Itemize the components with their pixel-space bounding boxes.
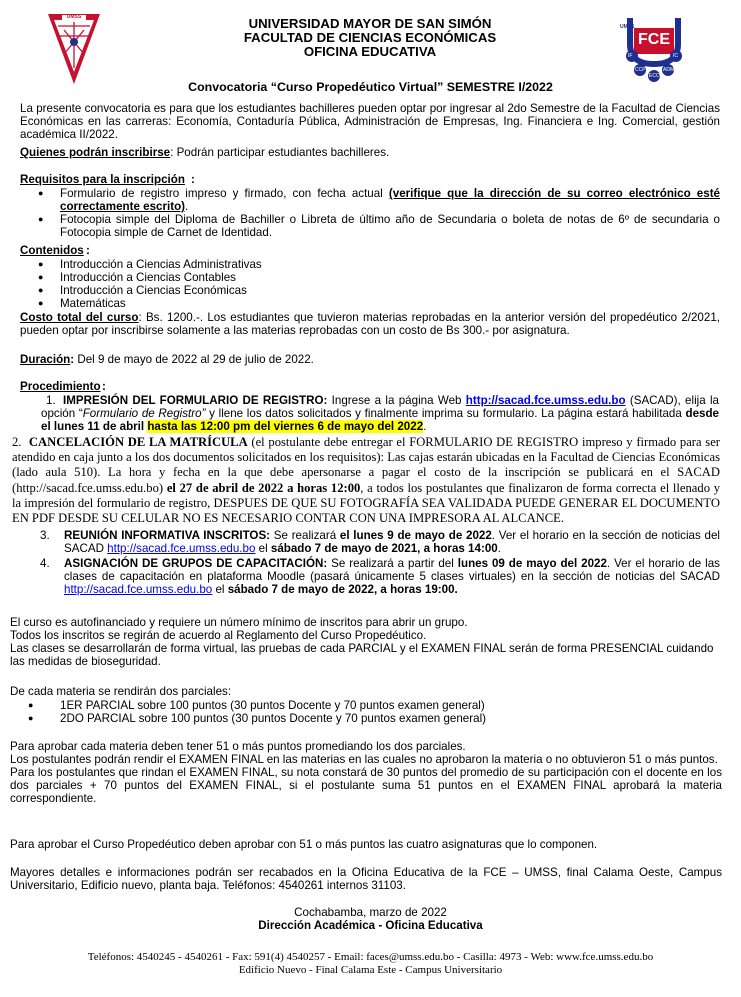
step-4-schedule: sábado 7 de mayo de 2022, a horas 19:00. xyxy=(227,583,458,596)
footer-contact: Teléfonos: 4540245 - 4540261 - Fax: 591(4) 4540257 - Email: faces@umss.edu.bo - Casilla: 4973 - Web: www.fce.umss.edu.bo xyxy=(87,951,654,963)
general-line-2: Todos los inscritos se regirán de acuerdo al Reglamento del Curso Propedéutico. xyxy=(10,629,427,642)
step-4-title: ASIGNACIÓN DE GRUPOS DE CAPACITACIÓN: xyxy=(64,557,328,570)
general-line-1: El curso es autofinanciado y requiere un número mínimo de inscritos para abrir un grupo. xyxy=(10,616,468,629)
aprobar-curso: Para aprobar el Curso Propedéutico deben aprobar con 51 o más puntos las cuatro asignaturas que lo componen. xyxy=(10,838,598,851)
general-info xyxy=(10,616,722,668)
step-1-end: . xyxy=(423,420,427,433)
list-item: ● Fotocopia simple del Diploma de Bachiller o Libreta de último año de Secundaria o boleta de notas de 6º de secundaria o Fotocopia simple de Carnet de Identidad. xyxy=(20,213,720,239)
duracion-text: Del 9 de mayo de 2022 al 29 de julio de 2022. xyxy=(74,353,314,366)
aprobar-line-2: Los postulantes podrán rendir el EXAMEN FINAL en las materias en las cuales no aprobaron la materia o no obtuvieron 51 o más puntos. xyxy=(10,753,718,766)
quienes-section xyxy=(20,146,720,159)
sacad-link[interactable]: http://sacad.fce.umss.edu.bo xyxy=(465,394,626,407)
university-name: UNIVERSIDAD MAYOR DE SAN SIMÓN xyxy=(248,16,492,31)
step-4-text-c: el xyxy=(212,583,228,596)
umss-shield-icon xyxy=(46,12,102,86)
aprobar-line-3: Para los postulantes que rindan el EXAMEN FINAL, su nota constará de 30 puntos del promedio de su participación con el docente en los dos parciales + 70 puntos del EXAMEN FINAL, si el postulante suma 51 puntos en el EXAMEN FINAL aprobará la materia correspondiente. xyxy=(10,766,722,805)
step-3-schedule: sábado 7 de mayo de 2021, a horas 14:00 xyxy=(270,542,498,555)
list-item: ● Introducción a Ciencias Económicas xyxy=(20,284,720,297)
quienes-text: : Podrán participar estudiantes bachilleres. xyxy=(170,146,390,159)
step-3-title: REUNIÓN INFORMATIVA INSCRITOS: xyxy=(64,529,271,542)
fce-logo-ic: IC xyxy=(673,53,678,59)
step-1-text-a: Ingrese a la página Web xyxy=(327,394,466,407)
duracion-label: Duración xyxy=(20,353,71,366)
quienes-label: Quienes podrán inscribirse xyxy=(20,146,171,159)
fce-logo-text: FCE xyxy=(638,31,670,48)
step-2-text-a: (el postulante debe entregar el FORMULARIO DE REGISTRO impreso y firmado para ser atendido en caja junto a los dos documentos solicitados en los requisitos): Las cajas estarán ubicadas en la Facultad de Ciencias Económicas (lado aula 510). La hora y fecha en la que debe apersonarse a pagar el costo de la inscripción se publicará en el SACAD (http://sacad.fce.umss.edu.bo) xyxy=(12,435,720,495)
step-3-end: . xyxy=(497,542,501,555)
office-name: OFICINA EDUCATIVA xyxy=(303,44,437,59)
footer-address: Edificio Nuevo - Final Calama Este - Campus Universitario xyxy=(238,964,503,976)
step-4 xyxy=(64,557,720,596)
step-2-text-b: , a todos los postulantes que finalizaron de forma correcta el llenado y la impresión del formulario de registro, DESPUES DE QUE SU FOTOGRAFÍA SEA VALIDADA PUEDE GENERAR EL DOCUMENTO EN PDF DESDE SU CELULAR NO ES NECESARIO CONTAR CON UNA IMPRESORA AL ALCANCE. xyxy=(12,480,721,526)
fce-logo-ccp: CCP xyxy=(635,67,646,73)
document-title: Convocatoria “Curso Propedéutico Virtual” SEMESTRE I/2022 xyxy=(188,80,553,94)
requisitos-list xyxy=(20,187,720,239)
parciales-list xyxy=(10,699,722,725)
requisito-1-bold: (verifique que la dirección de su correo electrónico esté correctamente escrito) xyxy=(60,187,720,213)
fce-logo-umss: UMSS xyxy=(620,24,635,30)
step-2-number: 2. xyxy=(12,435,22,449)
step-1-number: 1. xyxy=(46,394,56,407)
step-3-text-c: el xyxy=(255,542,271,555)
parciales-intro: De cada materia se rendirán dos parciales: xyxy=(10,685,232,698)
step-4-number: 4. xyxy=(40,557,50,570)
fce-logo-eco: ECO xyxy=(649,73,660,79)
step-3-number: 3. xyxy=(40,529,50,542)
sacad-link[interactable]: http://sacad.fce.umss.edu.bo xyxy=(107,542,256,555)
step-1-text-b: (SACAD), elija la opción “ xyxy=(41,394,719,420)
step-3 xyxy=(64,529,720,555)
contenidos-list xyxy=(20,258,720,310)
costo-section xyxy=(20,311,720,337)
contenidos-colon: : xyxy=(86,244,90,257)
step-2-date: el 27 de abril de 2022 a horas 12:00 xyxy=(166,480,361,495)
step-4-text-a: Se realizará a partir del xyxy=(327,557,458,570)
umss-logo-text: UMSS xyxy=(66,14,82,20)
footer xyxy=(0,951,741,977)
list-item: ● Introducción a Ciencias Administrativas xyxy=(20,258,720,271)
umss-logo xyxy=(46,12,102,86)
requisito-1-end: . xyxy=(185,200,189,213)
list-item: ● Introducción a Ciencias Contables xyxy=(20,271,720,284)
procedimiento-colon: : xyxy=(102,380,106,393)
detalles: Mayores detalles e informaciones podrán ser recabados en la Oficina Educativa de la FCE – UMSS, final Calama Oeste, Campus Universitario, Edificio nuevo, planta baja. Teléfonos: 4540261 internos 31103. xyxy=(10,866,722,892)
step-1-text-c: y llene los datos solicitados y finalmente imprima su formulario. La página estará habilitada xyxy=(205,407,686,420)
step-4-text-b: . Ver el horario de las clases de capacitación en plataforma Moodle (pasará únicamente 5 clases virtuales) en la sección de noticias del SACAD xyxy=(64,557,720,583)
list-item: ● Matemáticas xyxy=(20,297,720,310)
sacad-link[interactable]: http://sacad.fce.umss.edu.bo xyxy=(64,583,213,596)
general-line-3: Las clases se desarrollarán de forma virtual, las pruebas de cada PARCIAL y el EXAMEN FINAL serán de forma PRESENCIAL cuidando las medidas de bioseguridad. xyxy=(10,642,714,668)
step-1 xyxy=(41,394,719,433)
firma-fecha: Cochabamba, marzo de 2022 xyxy=(294,906,447,919)
costo-text: : Bs. 1200.-. Los estudiantes que tuvieron materias reprobadas en la anterior versión del propedéutico 2/2021, pueden optar por inscribirse solamente a las materias reprobadas con un costo de Bs 300.- por asignatura. xyxy=(20,311,720,337)
step-1-title: IMPRESIÓN DEL FORMULARIO DE REGISTRO: xyxy=(63,394,328,407)
costo-label: Costo total del curso xyxy=(20,311,139,324)
aprobar-section xyxy=(10,740,722,805)
list-item: ● 2DO PARCIAL sobre 100 puntos (30 puntos Docente y 70 puntos examen general) xyxy=(10,712,722,725)
institution-header xyxy=(190,17,550,59)
list-item xyxy=(20,187,720,213)
step-3-date: el lunes 9 de mayo de 2022 xyxy=(339,529,492,542)
step-3-text-b: . Ver el horario en la sección de noticias del SACAD xyxy=(64,529,720,555)
step-2-title: CANCELACIÓN DE LA MATRÍCULA xyxy=(28,435,248,449)
requisito-1-text: Formulario de registro impreso y firmado, con fecha actual xyxy=(60,187,389,200)
firma xyxy=(0,906,741,932)
fce-logo xyxy=(620,14,688,82)
step-4-date: lunes 09 de mayo del 2022 xyxy=(457,557,607,570)
step-3-text-a: Se realizará xyxy=(270,529,340,542)
procedimiento-label: Procedimiento xyxy=(20,380,101,393)
requisitos-colon: : xyxy=(191,173,195,186)
fce-logo-adm: ADM xyxy=(663,67,675,73)
duracion-section: Duración: Del 9 de mayo de 2022 al 29 de julio de 2022. xyxy=(20,353,314,366)
contenidos-label: Contenidos xyxy=(20,244,84,257)
step-1-deadline: hasta las 12:00 pm del viernes 6 de mayo del 2022 xyxy=(147,420,424,433)
firma-direccion: Dirección Académica - Oficina Educativa xyxy=(258,919,483,932)
intro-paragraph: La presente convocatoria es para que los estudiantes bachilleres pueden optar por ingresar al 2do Semestre de la Facultad de Ciencias Económicas en las carreras: Economía, Contaduría Pública, Administración de Empresas, Ing. Financiera e Ing. Comercial, gestión académica II/2022. xyxy=(20,102,720,141)
step-1-date-start: desde el lunes 11 de abril xyxy=(41,407,719,433)
fce-logo-if: IF xyxy=(628,53,633,59)
requisitos-label: Requisitos para la inscripción xyxy=(20,173,185,186)
step-1-option: Formulario de Registro” xyxy=(82,407,206,420)
step-2 xyxy=(12,435,720,526)
faculty-name: FACULTAD DE CIENCIAS ECONÓMICAS xyxy=(243,30,497,45)
list-item: ● 1ER PARCIAL sobre 100 puntos (30 puntos Docente y 70 puntos examen general) xyxy=(10,699,722,712)
aprobar-line-1: Para aprobar cada materia deben tener 51 o más puntos promediando los dos parciales. xyxy=(10,740,466,753)
